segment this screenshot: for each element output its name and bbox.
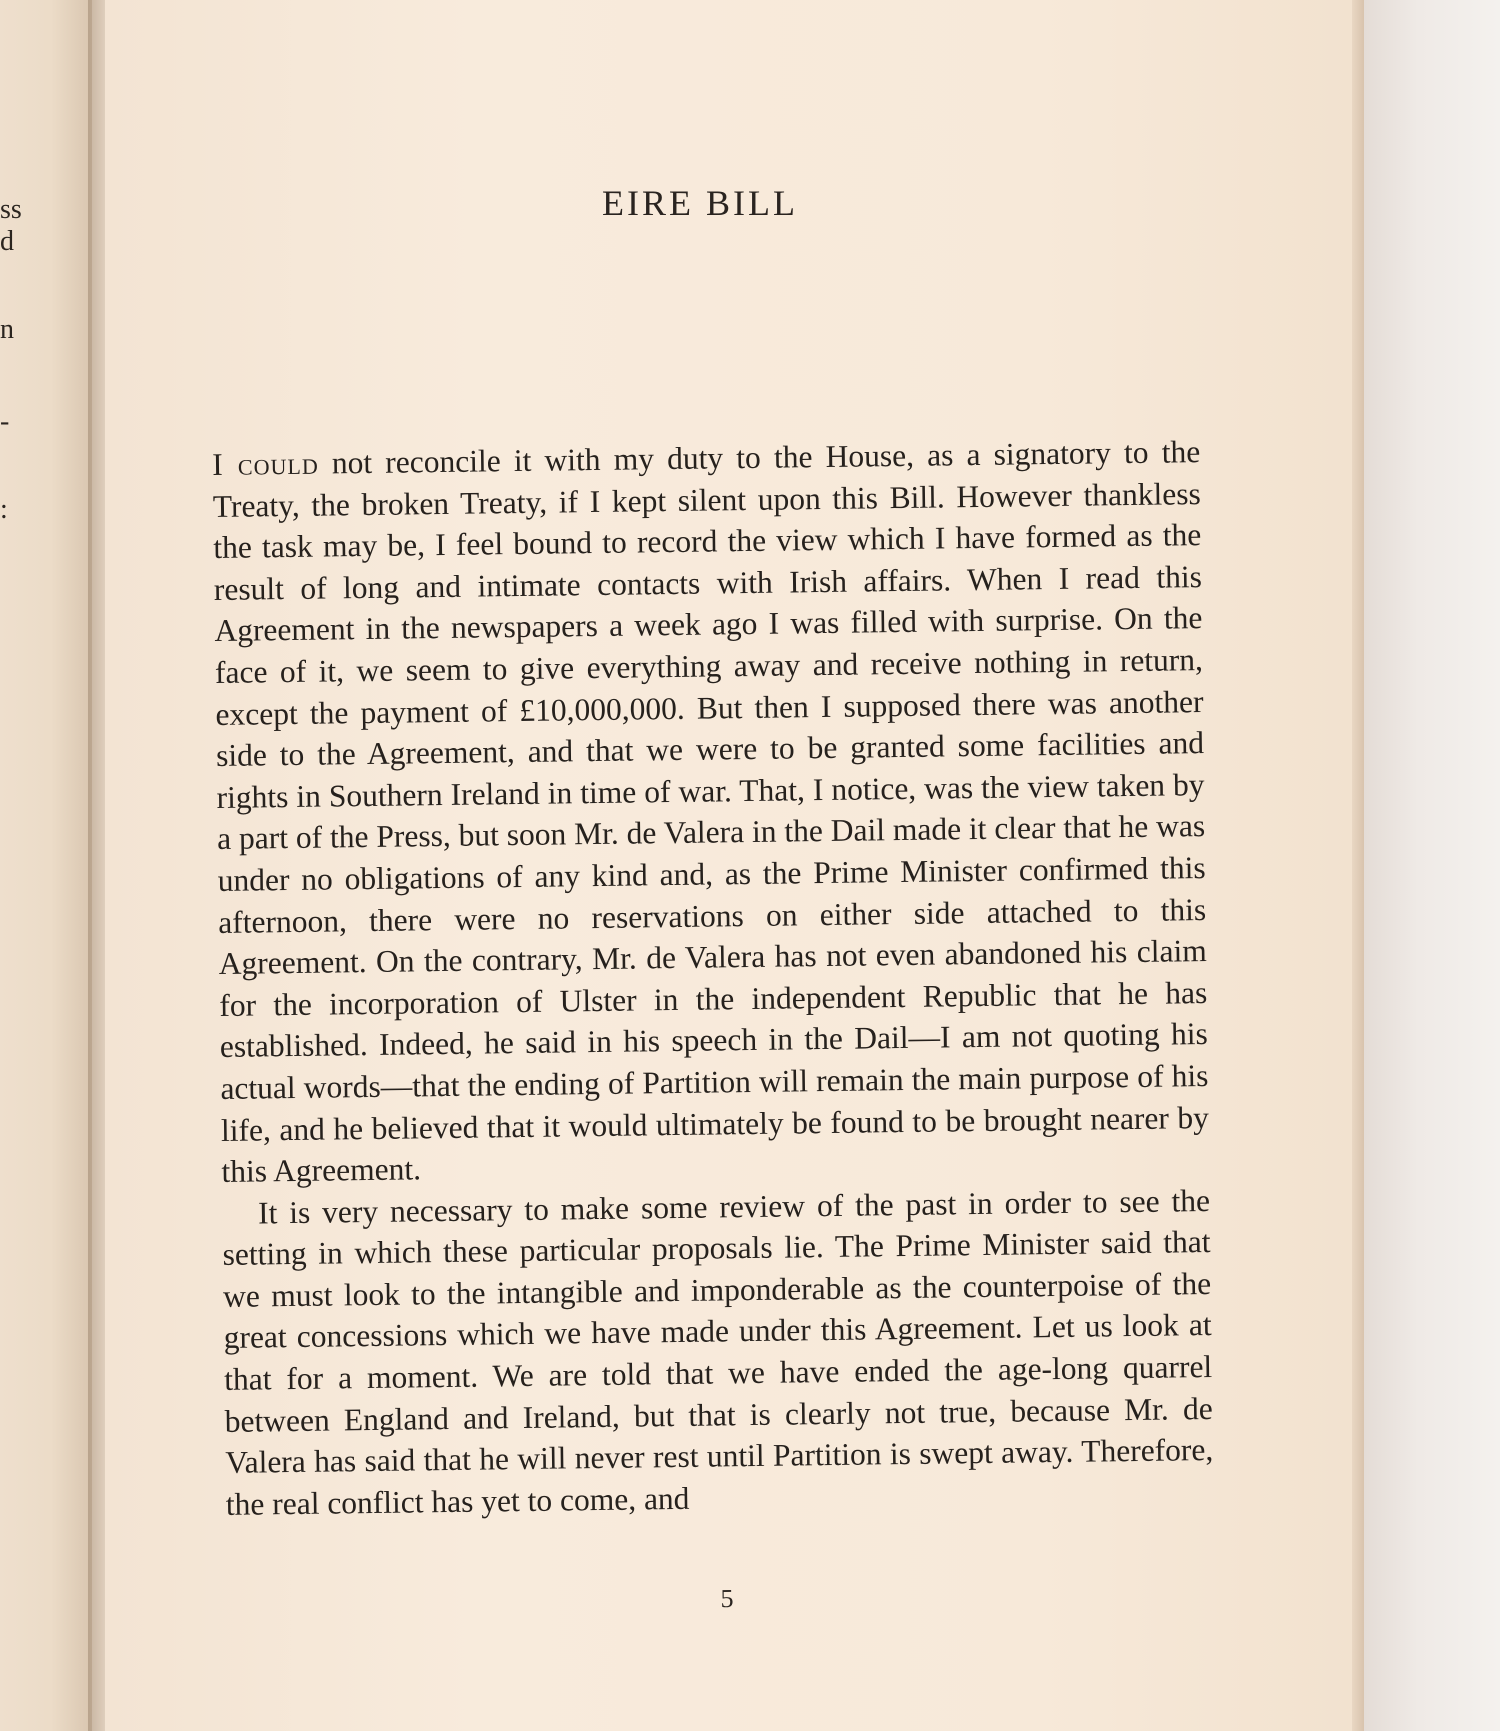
background-surface xyxy=(1364,0,1500,1731)
chapter-title: EIRE BILL xyxy=(602,183,798,223)
paragraph-text: not reconcile it with my duty to the House, as a signatory to the Treaty, the broken Treaty, if I kept silent upon this Bill. However thankless the task may be, I feel bound to record the view which I have formed as the result of long and intimate contacts with Irish affairs. When I read this Agreement in the newspapers a week ago I was filled with surprise. On the face of it, we seem to give everything away and receive nothing in return, except the payment of £10,000,000. But then I supposed there was another side to the Agreement, and that we were to be granted some facilities and rights in Southern Ireland in time of war. That, I notice, was the view taken by a part of the Press, but soon Mr. de Valera in the Dail made it clear that he was under no obligations of any kind and, as the Prime Minister confirmed this afternoon, there were no reservations on either side attached to this Agreement. On the contrary, Mr. de Valera has not even abandoned his claim for the incorporation of Ulster in the independent Republic that he has established. Indeed, he said in his speech in the Dail—I am not quoting his actual words—that the ending of Partition will remain the main purpose of his life, and he believed that it would ultimately be found to be brought nearer by this Agreement. xyxy=(212,434,1210,1190)
left-page-fragment: - xyxy=(0,406,10,437)
body-text xyxy=(212,431,1214,1525)
paragraph xyxy=(212,431,1210,1193)
paragraph-text: It is very necessary to make some review of the past in order to see the setting in which these particular proposals lie. The Prime Minister said that we must look to the intangible and imponderable as the counterpoise of the great concessions which we have made under this Agreement. Let us look at that for a moment. We are told that we have ended the age-long quarrel between England and Ireland, but that is clearly not true, because Mr. de Valera has said that he will never rest until Partition is swept away. Therefore, the real conflict has yet to come, and xyxy=(222,1182,1214,1522)
left-page xyxy=(0,0,92,1731)
left-page-fragment: ss xyxy=(0,194,22,225)
page-number: 5 xyxy=(720,1583,734,1614)
left-page-fragment: : xyxy=(0,494,8,525)
paragraph xyxy=(222,1180,1214,1526)
left-page-fragment: n xyxy=(0,314,14,345)
page-edge xyxy=(1352,0,1364,1731)
opening-words: I could xyxy=(212,445,319,482)
left-page-fragment: d xyxy=(0,226,14,257)
